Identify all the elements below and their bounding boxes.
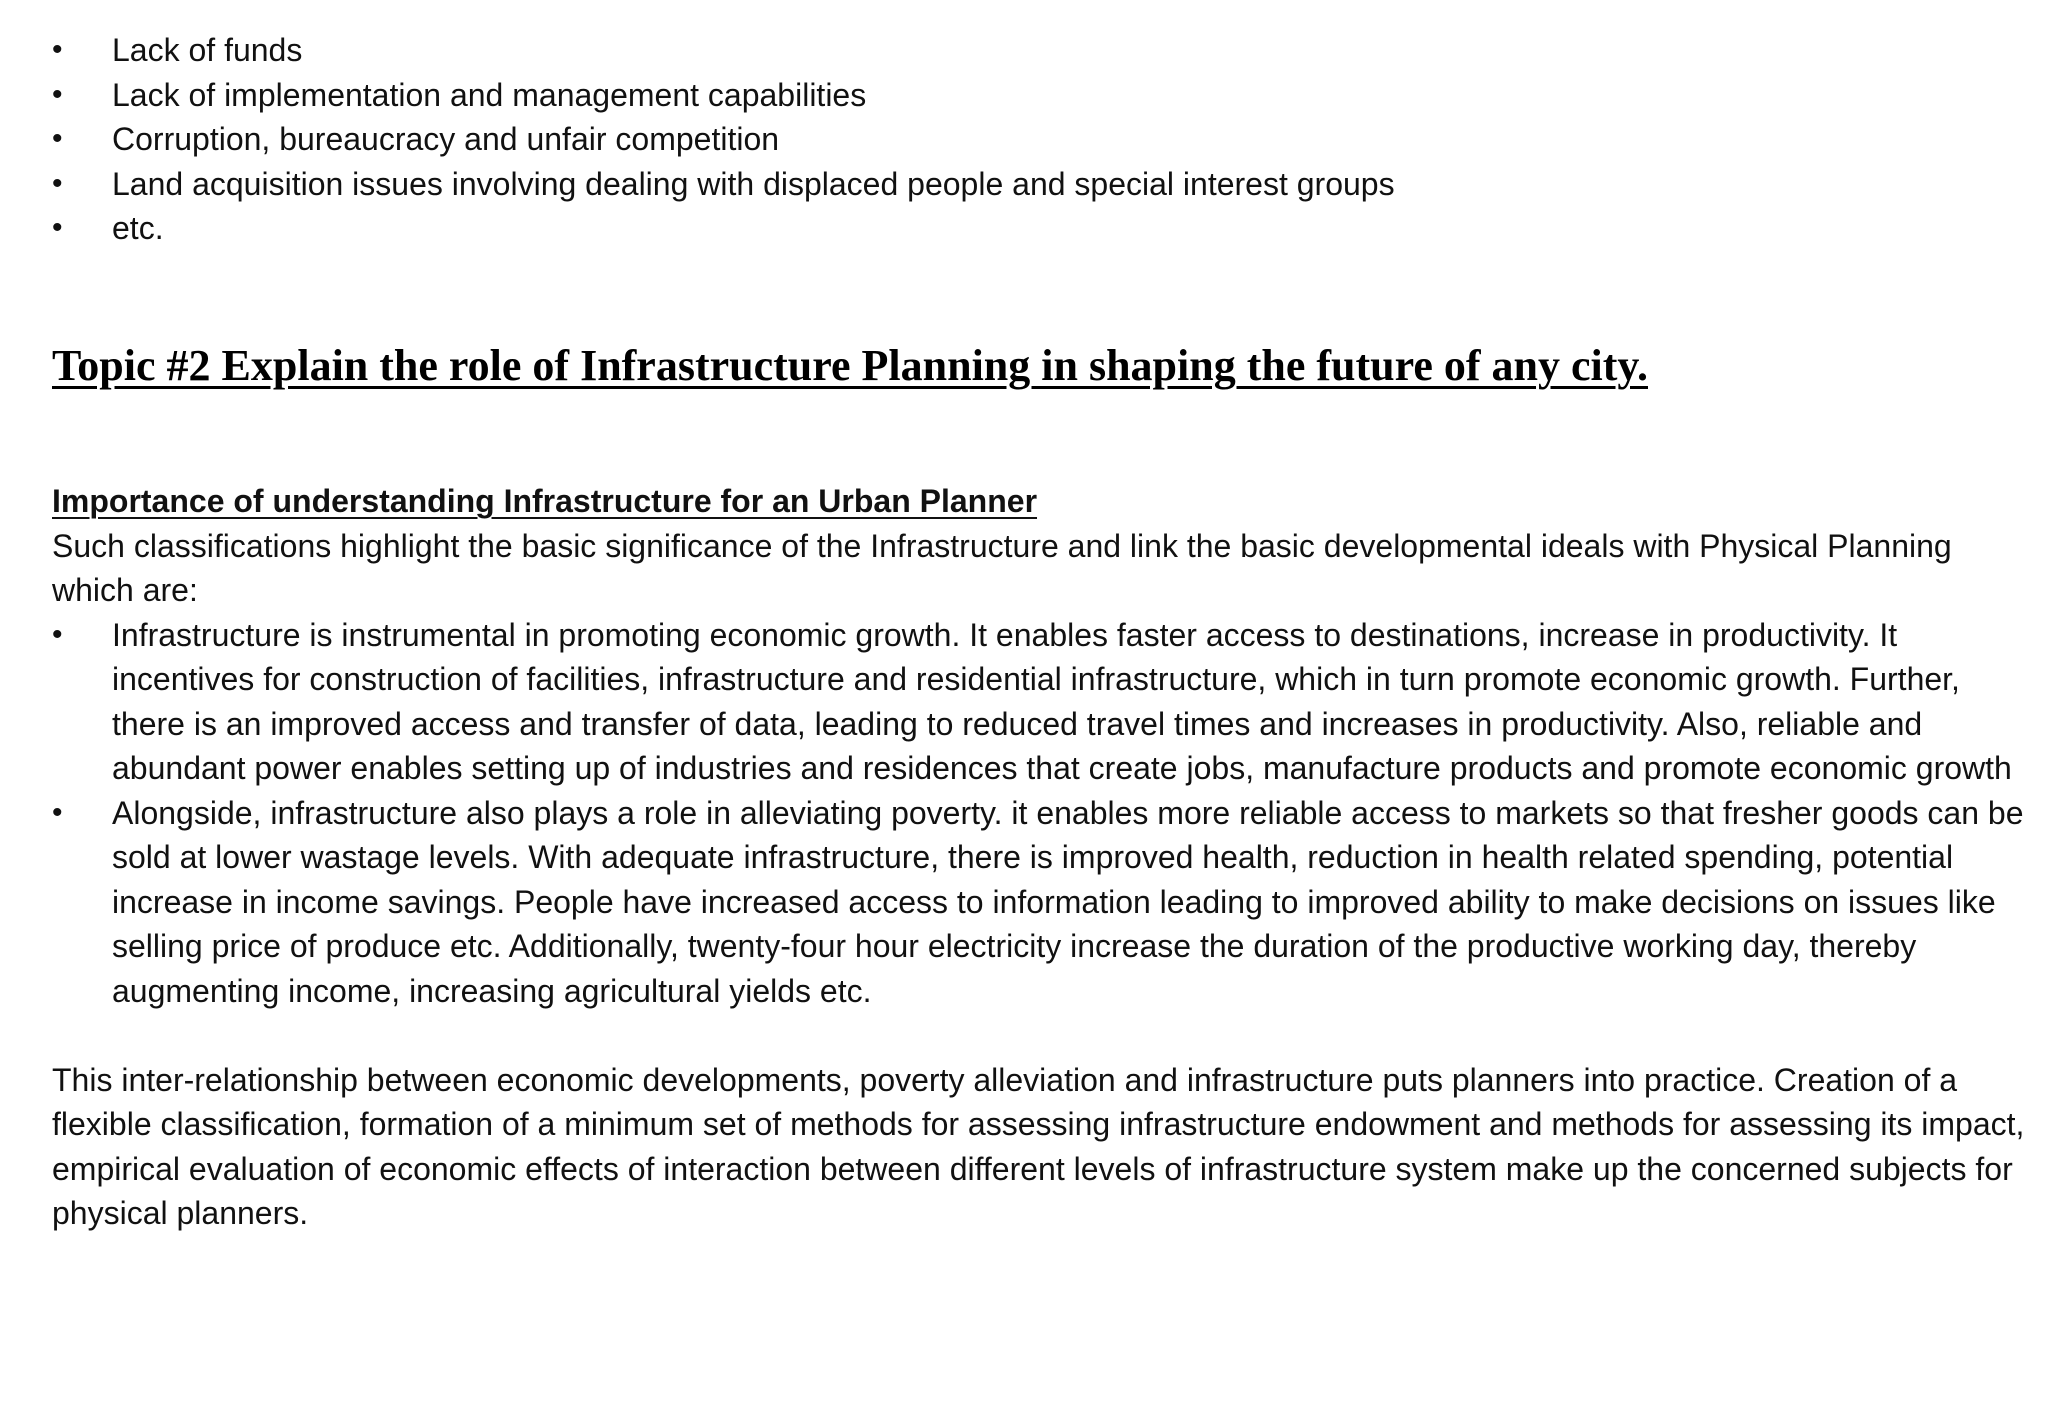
bullet-icon: • (52, 33, 63, 66)
infrastructure-section (52, 479, 2027, 1236)
bullet-icon: • (52, 166, 63, 200)
section-intro: Such classifications highlight the basic significance of the Infrastructure and link the basic developmental ideals with Physical Planning which are: (52, 527, 1952, 608)
bullet-icon: • (52, 77, 63, 111)
list-item (52, 613, 2027, 791)
list-item (52, 117, 2027, 162)
list-item (52, 162, 2027, 207)
list-item-text: Lack of implementation and management capabilities (112, 76, 867, 113)
significance-list (52, 613, 2027, 1014)
list-item-text: etc. (112, 210, 164, 246)
bullet-icon: • (52, 122, 63, 155)
topic-heading: Topic #2 Explain the role of Infrastructure Planning in shaping the future of any city. (52, 341, 1648, 390)
list-item (52, 73, 2027, 118)
bullet-icon: • (52, 617, 63, 651)
bullet-icon: • (52, 211, 63, 244)
bullet-icon: • (52, 795, 63, 829)
document-page (52, 28, 2027, 1231)
constraints-list (52, 28, 2027, 251)
list-item (52, 206, 2027, 251)
list-item-text: Lack of funds (112, 32, 303, 68)
closing-paragraph: This inter-relationship between economic developments, poverty alleviation and infrastructure puts planners into practice. Creation of a flexible classification, formation of a minimum set of methods for assessing infrastructure endowment and methods for assessing its impact, empirical evaluation of economic effects of interaction between different levels of infrastructure system make up the concerned subjects for physical planners. (52, 1061, 2025, 1231)
section-subheading: Importance of understanding Infrastructure for an Urban Planner (52, 483, 1038, 519)
list-item-text: Alongside, infrastructure also plays a role in alleviating poverty. it enables more reliable access to markets so that fresher goods can be sold at lower wastage levels. With adequate infrastructure, there is improved health, reduction in health related spending, potential increase in income savings. People have increased access to information leading to improved ability to make decisions on issues like selling price of produce etc. Additionally, twenty-four hour electricity increase the duration of the productive working day, thereby augmenting income, increasing agricultural yields etc. (112, 794, 2024, 1009)
list-item-text: Infrastructure is instrumental in promoting economic growth. It enables faster access to destinations, increase in productivity. It incentives for construction of facilities, infrastructure and residential infrastructure, which in turn promote economic growth. Further, there is an improved access and transfer of data, leading to reduced travel times and increases in productivity. Also, reliable and abundant power enables setting up of industries and residences that create jobs, manufacture products and promote economic growth (112, 616, 2012, 786)
list-item (52, 28, 2027, 73)
list-item-text: Corruption, bureaucracy and unfair competition (112, 121, 780, 157)
list-item-text: Land acquisition issues involving dealing with displaced people and special interest groups (112, 165, 1395, 202)
list-item (52, 791, 2027, 1014)
